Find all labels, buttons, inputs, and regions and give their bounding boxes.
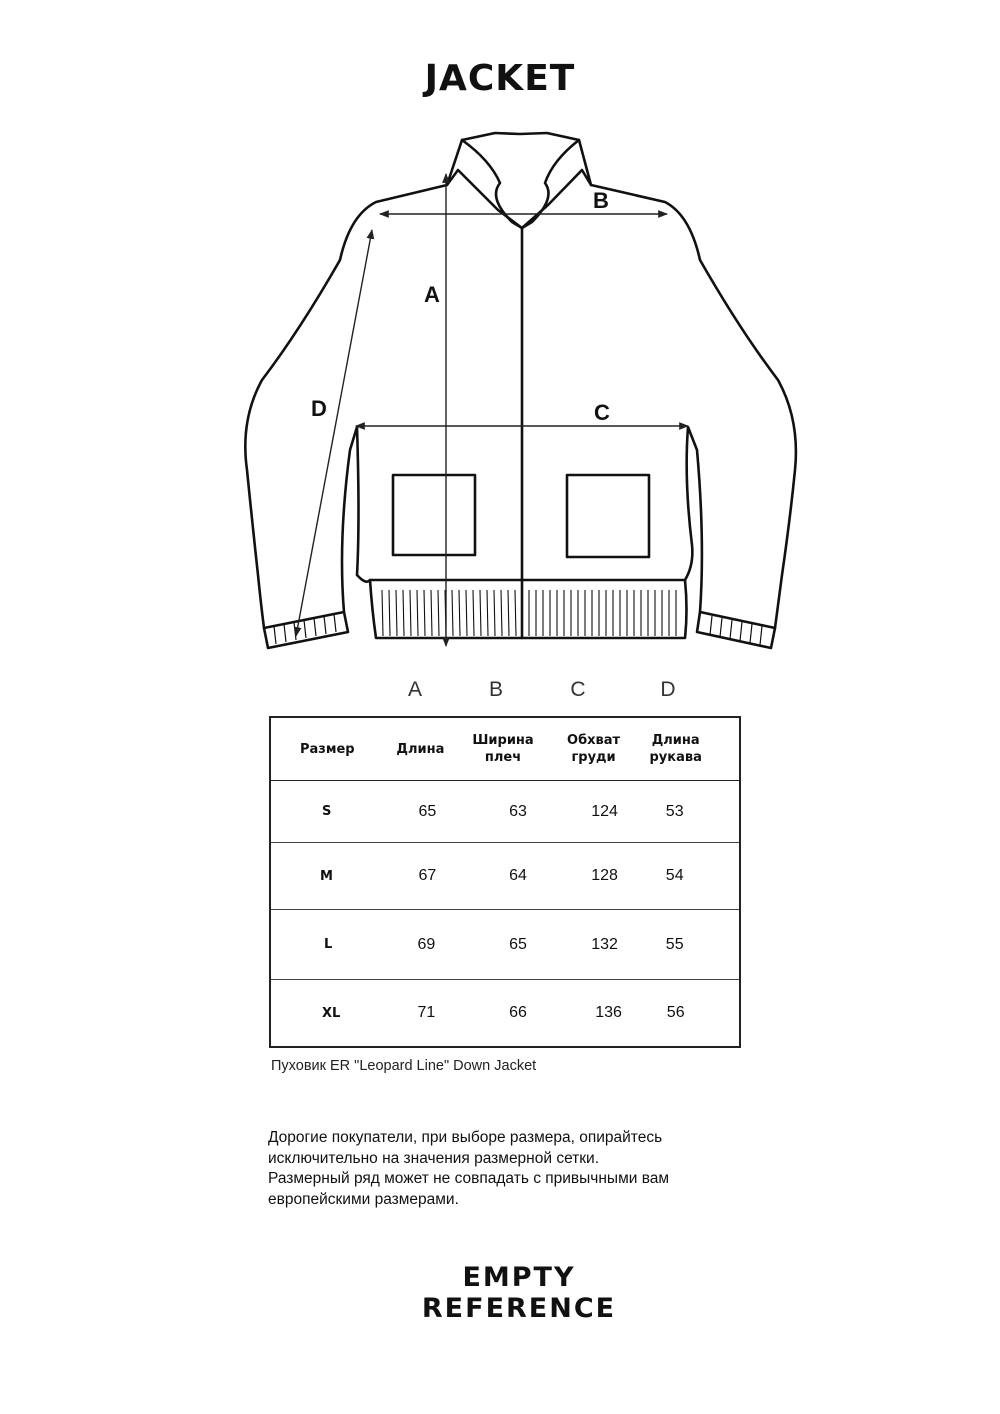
table-row bbox=[270, 910, 740, 980]
shoulder-cell: 63 bbox=[453, 781, 552, 843]
size-cell: XL bbox=[322, 1005, 341, 1021]
page-title: JACKET bbox=[424, 58, 576, 99]
column-letter-d: D bbox=[660, 678, 676, 701]
header-chest: Обхват груди bbox=[553, 717, 635, 781]
collar-inner-right bbox=[522, 140, 579, 228]
right-pocket bbox=[567, 475, 649, 557]
table-row bbox=[270, 980, 740, 1048]
sleeve-cell: 53 bbox=[634, 781, 740, 843]
shoulder-cell: 64 bbox=[453, 843, 552, 910]
sleeve-cell: 54 bbox=[634, 843, 740, 910]
label-b: B bbox=[593, 188, 609, 213]
brand-line-2: REFERENCE bbox=[421, 1293, 617, 1324]
column-letter-c: C bbox=[570, 678, 586, 701]
table-row bbox=[270, 843, 740, 910]
sleeve-cell: 56 bbox=[666, 1004, 685, 1021]
column-letter-a: A bbox=[407, 678, 422, 701]
label-d: D bbox=[311, 396, 327, 421]
jacket-body-outline bbox=[245, 185, 796, 628]
column-letter-b: B bbox=[488, 678, 503, 701]
jacket-diagram bbox=[0, 0, 1000, 670]
size-cell: M bbox=[270, 843, 388, 910]
left-pocket bbox=[393, 475, 475, 555]
notice-line: Дорогие покупатели, при выборе размера, опирайтесь bbox=[268, 1129, 663, 1146]
notice-line: Размерный ряд может не совпадать с привычными вам bbox=[268, 1170, 670, 1187]
header-shoulder: Ширина плеч bbox=[453, 717, 552, 781]
length-cell: 71 bbox=[417, 1004, 436, 1021]
chest-cell: 132 bbox=[553, 910, 635, 980]
length-cell: 69 bbox=[388, 910, 454, 980]
product-caption: Пуховик ER "Leopard Line" Down Jacket bbox=[271, 1058, 537, 1074]
right-cuff bbox=[697, 612, 775, 648]
table-header-row bbox=[270, 717, 740, 781]
length-cell: 67 bbox=[388, 843, 454, 910]
label-c: C bbox=[594, 400, 610, 425]
length-cell: 65 bbox=[388, 781, 454, 843]
chest-cell: 124 bbox=[553, 781, 635, 843]
brand-line-1: EMPTY bbox=[462, 1262, 576, 1293]
notice-line: исключительно на значения размерной сетки. bbox=[268, 1149, 600, 1167]
shoulder-cell: 65 bbox=[453, 910, 552, 980]
chest-cell: 128 bbox=[553, 843, 635, 910]
chest-cell: 136 bbox=[595, 1004, 622, 1021]
brand-logo bbox=[0, 1262, 1000, 1324]
table-row bbox=[270, 781, 740, 843]
size-cell: L bbox=[270, 910, 388, 980]
size-notice bbox=[268, 1128, 748, 1210]
size-table bbox=[269, 716, 741, 1048]
header-size: Размер bbox=[270, 717, 388, 781]
hem-ribs bbox=[382, 590, 676, 636]
shoulder-cell: 66 bbox=[509, 1004, 527, 1021]
measure-line-d bbox=[296, 230, 372, 636]
size-cell: S bbox=[270, 781, 388, 843]
sleeve-cell: 55 bbox=[634, 910, 740, 980]
label-a: A bbox=[424, 282, 440, 307]
header-length: Длина bbox=[388, 717, 454, 781]
header-sleeve: Длина рукава bbox=[634, 717, 740, 781]
notice-line: европейскими размерами. bbox=[268, 1190, 459, 1208]
